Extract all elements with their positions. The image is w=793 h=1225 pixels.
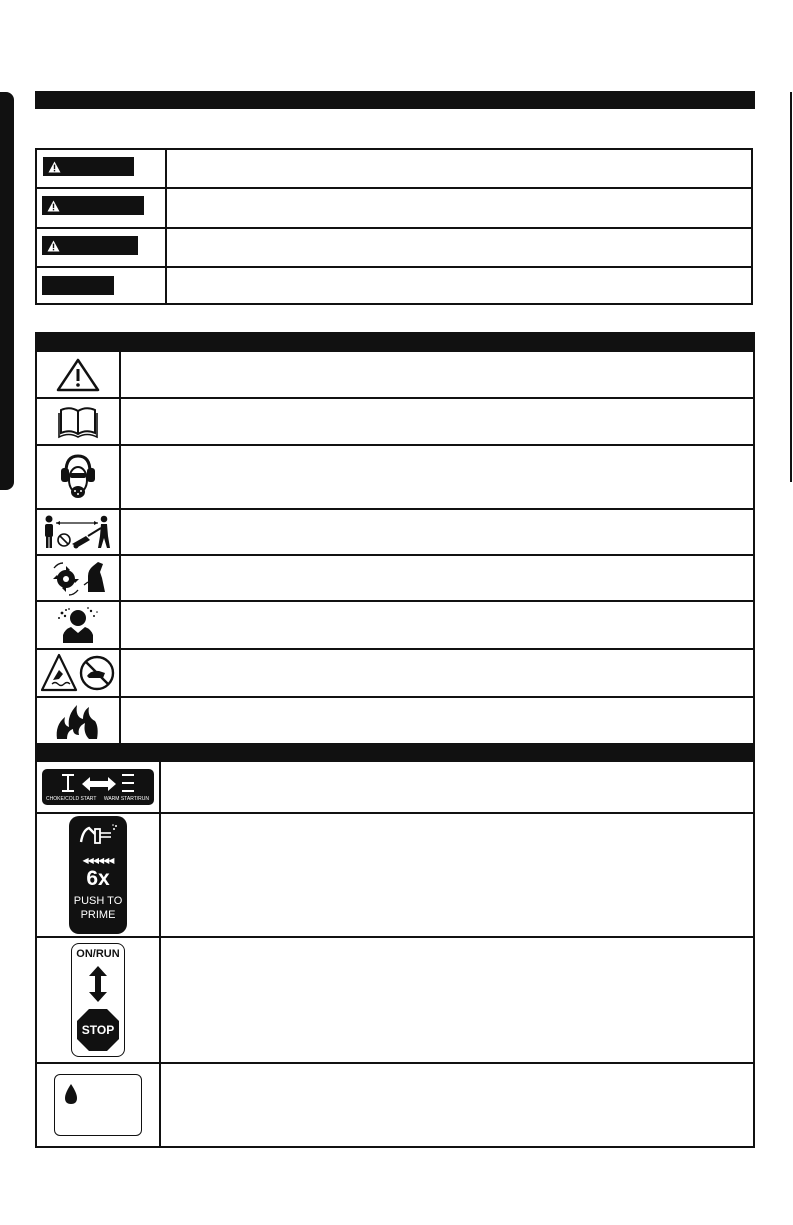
symbol-row-fire	[37, 698, 753, 743]
control-row-primer	[37, 814, 753, 938]
symbol-row-thrown-objects	[37, 602, 753, 650]
primer-count: 6x	[86, 867, 110, 890]
control-row-fuel	[37, 1064, 753, 1148]
signal-word-table	[35, 148, 753, 305]
fuel-drop-icon	[63, 1083, 79, 1105]
signal-row-2	[37, 189, 751, 229]
signal-row-1	[37, 150, 751, 189]
section-header-bar	[35, 91, 755, 109]
on-stop-switch-icon	[71, 943, 125, 1057]
rotating-blade-foot-hazard-icon	[48, 558, 108, 598]
alert-triangle-icon	[47, 200, 60, 212]
safety-alert-icon	[56, 358, 100, 392]
control-row-choke	[37, 762, 753, 814]
switch-stop-label: STOP	[81, 1023, 115, 1037]
symbol-row-blade-hazard	[37, 556, 753, 602]
controls-table	[35, 762, 755, 1148]
side-section-tab	[0, 92, 14, 490]
choke-left-label: CHOKE/COLD START	[46, 796, 97, 802]
fire-hazard-icon	[53, 701, 103, 741]
read-manual-icon	[58, 405, 98, 439]
controls-header-bar	[35, 743, 755, 762]
control-row-switch	[37, 938, 753, 1064]
symbols-table	[35, 352, 755, 743]
symbol-row-read-manual	[37, 399, 753, 446]
choke-lever-icon	[42, 769, 154, 805]
signal-badge-danger	[43, 157, 134, 176]
signal-row-3	[37, 229, 751, 268]
fuel-label-icon	[54, 1074, 142, 1136]
signal-badge-caution	[42, 236, 138, 255]
alert-triangle-icon	[47, 240, 60, 252]
switch-on-label: ON/RUN	[76, 948, 120, 960]
primer-line2: PRIME	[80, 909, 116, 921]
symbol-row-bystanders	[37, 510, 753, 556]
symbol-row-water	[37, 650, 753, 698]
signal-badge-warning	[42, 196, 144, 215]
no-use-near-water-icon	[41, 653, 115, 693]
signal-row-4	[37, 268, 751, 305]
primer-arrows: ◀◀◀◀◀◀	[82, 856, 114, 865]
margin-rule	[790, 92, 792, 482]
symbols-header-bar	[35, 332, 755, 352]
primer-line1: PUSH TO	[73, 895, 123, 907]
symbol-row-protective-gear	[37, 446, 753, 510]
eye-ear-respiratory-protection-icon	[56, 452, 100, 502]
symbol-row-safety-alert	[37, 352, 753, 399]
alert-triangle-icon	[48, 161, 61, 173]
choke-right-label: WARM START/RUN	[103, 796, 149, 802]
keep-bystanders-away-icon	[42, 514, 114, 550]
thrown-objects-icon	[53, 605, 103, 645]
primer-bulb-icon	[69, 816, 127, 934]
signal-badge-notice	[42, 276, 114, 295]
